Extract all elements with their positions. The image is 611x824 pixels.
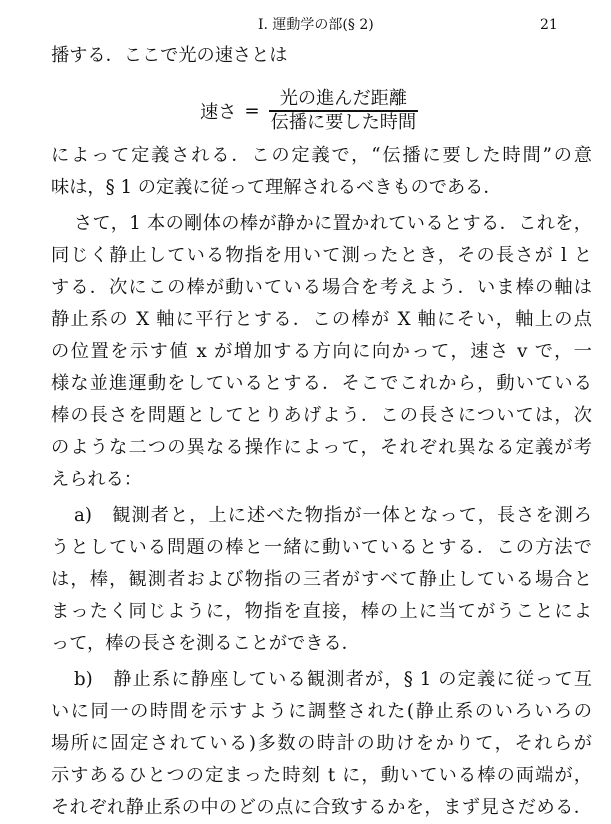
text-line: のような二つの異なる操作によって，それぞれ異なる定義が考 — [51, 437, 592, 458]
formula-lhs: 速さ — [200, 102, 237, 123]
item-a-first-line: a) 観測者と，上に述べた物指が一体となって，長さを測ろ — [74, 505, 592, 526]
formula-denominator: 伝播に要した時間 — [270, 111, 417, 133]
text-line: 示すあるひとつの定まった時刻 t に，動いている棒の両端が， — [51, 765, 592, 786]
text-line: の位置を示す値 x が増加する方向に向かって，速さ v で，一 — [51, 341, 592, 362]
paragraph-first-line: さて，1 本の剛体の棒が静かに置かれているとする．これを， — [74, 213, 592, 234]
item-b-first-line: b) 静止系に静座している観測者が，§ 1 の定義に従って互 — [74, 669, 592, 690]
text-line: によって定義される．この定義で，“伝播に要した時間”の意 — [51, 145, 592, 166]
text-line: って，棒の長さを測ることができる． — [51, 633, 360, 654]
text-line: は，棒，観測者および物指の三者がすべて静止している場合と — [51, 569, 592, 590]
text-line: まったく同じように，物指を直接，棒の上に当てがうことによ — [51, 601, 592, 622]
text-line: 棒の長さを問題としてとりあげよう．この長さについては，次 — [51, 405, 592, 426]
formula-equals-sign: = — [244, 100, 260, 122]
text-line: 静止系の X 軸に平行とする．この棒が X 軸にそい，軸上の点 — [51, 309, 592, 330]
text-line: それぞれ静止系の中のどの点に合致するかを，まず見さだめる． — [51, 797, 592, 818]
running-title: I. 運動学の部(§ 2) — [258, 17, 374, 33]
text-line: 播する．ここで光の速さとは — [51, 45, 288, 66]
speed-definition-formula — [200, 86, 418, 136]
text-line: うとしている問題の棒と一緒に動いているとする．この方法で — [51, 537, 592, 558]
formula-numerator: 光の進んだ距離 — [279, 88, 408, 110]
text-line: 場所に固定されている)多数の時計の助けをかりて，それらが — [51, 733, 592, 754]
text-line: する．次にこの棒が動いている場合を考えよう．いま棒の軸は — [51, 277, 592, 298]
text-line: 味は，§ 1 の定義に従って理解されるべきものである． — [51, 177, 502, 198]
text-line: えられる： — [51, 469, 142, 490]
text-line: いに同一の時間を示すように調整された(静止系のいろいろの — [51, 701, 592, 722]
text-line: 様な並進運動をしているとする．そこでこれから，動いている — [51, 373, 592, 394]
formula-fraction — [269, 88, 419, 133]
running-header — [0, 14, 611, 36]
text-line: 同じく静止している物指を用いて測ったとき，その長さが l と — [51, 245, 592, 266]
page-number: 21 — [540, 17, 558, 33]
